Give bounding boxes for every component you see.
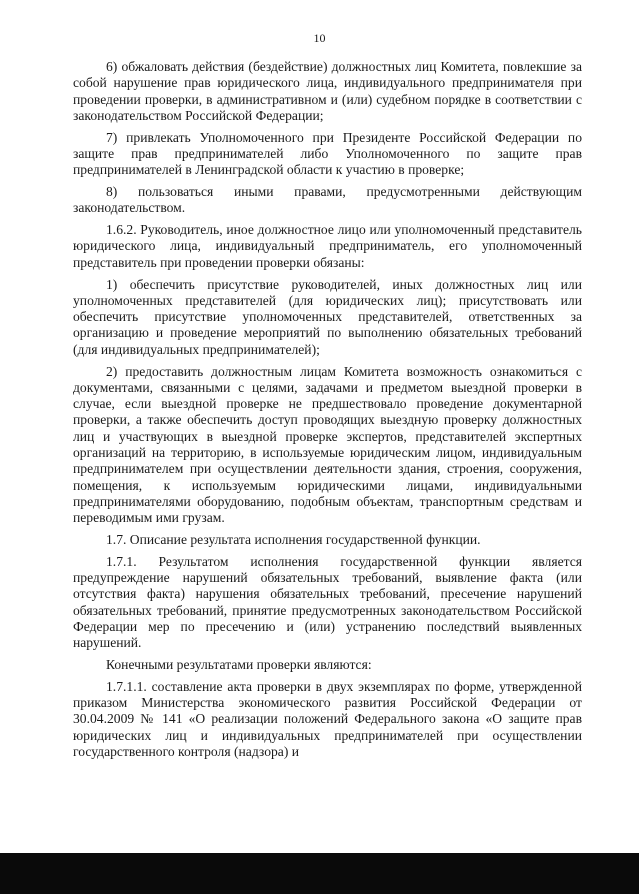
paragraph-inspection-act: 1.7.1.1. составление акта проверки в двух экземплярах по форме, утвержденной приказом Министерства экономического развития Российской Федерации от 30.04.2009 № 141 «О реализации положений Федерального закона «О защите прав юридических лиц и индивидуальных предпринимателей при осуществлении государственного контроля (надзора) и xyxy=(73,678,582,760)
paragraph-other-rights: 8) пользоваться иными правами, предусмотренными действующим законодательством. xyxy=(73,184,582,216)
section-heading-result: 1.7. Описание результата исполнения государственной функции. xyxy=(106,532,481,548)
page-number: 10 xyxy=(313,31,326,45)
paragraph-appeal-actions: 6) обжаловать действия (бездействие) должностных лиц Комитета, повлекшие за собой нарушение прав юридического лица, индивидуального предпринимателя при проведении проверки, в административном и (или) судебном порядке в соответствии с законодательством Российской Федерации; xyxy=(73,59,582,123)
paragraph-ensure-presence: 1) обеспечить присутствие руководителей, иных должностных лиц или уполномоченных представителей (для юридических лиц); присутствовать или обеспечить присутствие уполномоченных представителей, ответственных за организацию и проведение мероприятий по выполнению обязательных требований (для индивидуальных предпринимателей); xyxy=(73,276,582,357)
paragraph-result-description: 1.7.1. Результатом исполнения государственной функции является предупреждение нарушений обязательных требований, выявление факта (или отсутствия факта) нарушения обязательных требований, пресечение нарушений обязательных требований, принятие предусмотренных законодательством Российской Федерации мер по пресечению и (или) устранению последствий выявленных нарушений. xyxy=(73,553,582,651)
paragraph-ombudsman: 7) привлекать Уполномоченного при Президенте Российской Федерации по защите прав предпринимателей либо Уполномоченного по защите прав предпринимателей в Ленинградской области к участию в проверке; xyxy=(73,129,582,178)
paragraph-final-results: Конечными результатами проверки являются: xyxy=(106,657,372,673)
document-body xyxy=(73,59,582,766)
scan-bottom-border xyxy=(0,853,639,894)
paragraph-provide-access: 2) предоставить должностным лицам Комитета возможность ознакомиться с документами, связанными с целями, задачами и предметом выездной проверки в случае, если выездной проверке не предшествовало проведение документарной проверки, а также обеспечить доступ проводящих выездную проверку должностных лиц и участвующих в выездной проверке экспертов, представителей экспертных организаций на территорию, в используемые юридическим лицом, индивидуальным предпринимателем при осуществлении деятельности здания, строения, сооружения, помещения, к используемым юридическими лицами, индивидуальными предпринимателями оборудованию, подобным объектам, транспортным средствам и переводимым ими грузам. xyxy=(73,363,582,526)
paragraph-obligations-heading: 1.6.2. Руководитель, иное должностное лицо или уполномоченный представитель юридического лица, индивидуальный предприниматель, его уполномоченный представитель при проведении проверки обязаны: xyxy=(73,222,582,270)
